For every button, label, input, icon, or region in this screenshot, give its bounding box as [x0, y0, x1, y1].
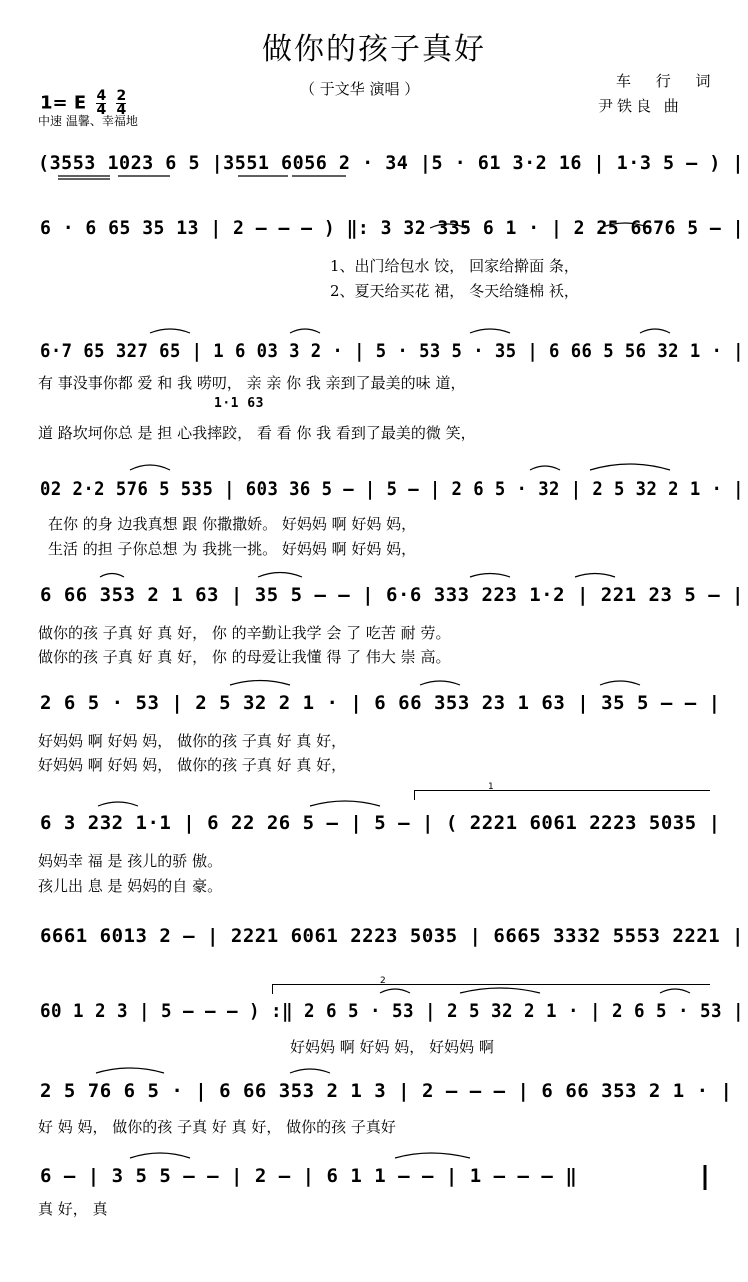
- lyric-row-9-verse-1: 好妈妈 啊 好妈 妈， 好妈妈 啊: [290, 1038, 494, 1056]
- volta-number-2: 2: [380, 976, 386, 986]
- notation-row-2: 6 · 6 65 35 13 | 2 – – – ) ‖: 3 32 335 6 1 · | 2 25 6676 5 – |: [40, 217, 744, 239]
- slur-mark: [310, 801, 380, 806]
- lyric-row-3-verse-2: 道 路坎坷你总 是 担 心我摔跤， 看 看 你 我 看到了最美的微 笑，: [38, 424, 476, 442]
- lyric-row-7-verse-2: 孩儿出 息 是 妈妈的自 豪。: [38, 877, 223, 895]
- tempo-marking: 中速 温馨、幸福地: [38, 114, 138, 128]
- alternate-notes-row-3: 1·1 63: [214, 396, 264, 411]
- slur-mark: [470, 574, 510, 578]
- lyric-row-5-verse-1: 做你的孩 子真 好 真 好， 你 的辛勤让我学 会 了 吃苦 耐 劳。: [38, 624, 451, 642]
- notation-row-11: 6 – | 3 5 5 – – | 2 – | 6 1 1 – – | 1 – – – ‖: [40, 1165, 578, 1187]
- lyric-row-3-verse-1: 有 事没事你都 爱 和 我 唠叨， 亲 亲 你 我 亲到了最美的味 道，: [38, 374, 466, 392]
- slur-mark: [130, 1153, 190, 1158]
- slur-mark: [380, 989, 410, 993]
- slur-mark: [290, 1069, 330, 1073]
- notation-row-5: 6 66 353 2 1 63 | 35 5 – – | 6·6 333 223 1·2 | 221 23 5 – |: [40, 584, 744, 606]
- time-signature-1: $\frac{4}{4}$: [96, 88, 107, 118]
- slur-mark: [460, 988, 540, 993]
- slur-mark: [96, 1068, 164, 1073]
- lyric-row-7-verse-1: 妈妈幸 福 是 孩儿的骄 傲。: [38, 852, 223, 870]
- notation-row-4: 02 2·2 576 5 535 | 603 36 5 – | 5 – | 2 6 5 · 32 | 2 5 32 2 1 · |: [40, 478, 744, 500]
- slur-mark: [100, 574, 124, 578]
- notation-row-3: 6·7 65 327 65 | 1 6 03 3 2 · | 5 · 53 5 · 35 | 6 66 5 56 32 1 · |: [40, 340, 744, 362]
- slur-mark: [420, 681, 460, 685]
- lyric-row-11-verse-1: 真 好， 真: [38, 1200, 108, 1218]
- composer-credit: 尹铁良 曲: [598, 97, 683, 115]
- volta-bracket-2: [272, 984, 710, 985]
- notation-row-7: 6 3 232 1·1 | 6 22 26 5 – | 5 – | ( 2221 6061 2223 5035 |: [40, 812, 721, 834]
- key-label: 1= E: [40, 92, 87, 114]
- slur-mark: [575, 574, 615, 578]
- lyric-row-6-verse-2: 好妈妈 啊 好妈 妈， 做你的孩 子真 好 真 好，: [38, 756, 347, 774]
- slur-mark: [98, 802, 138, 806]
- lyric-row-5-verse-2: 做你的孩 子真 好 真 好， 你 的母爱让我懂 得 了 伟大 崇 高。: [38, 648, 451, 666]
- volta-bracket-1: [414, 790, 710, 791]
- lyric-row-4-verse-2: 生活 的担 子你总想 为 我挑一挑。 好妈妈 啊 好妈 妈，: [48, 540, 417, 558]
- lyric-row-10-verse-1: 好 妈 妈， 做你的孩 子真 好 真 好， 做你的孩 子真好: [38, 1118, 396, 1136]
- slur-mark: [150, 329, 190, 333]
- notation-row-10: 2 5 76 6 5 · | 6 66 353 2 1 3 | 2 – – – | 6 66 353 2 1 · |: [40, 1080, 733, 1102]
- lyric-row-2-verse-2: 2、夏天给买花 裙， 冬天给缝棉 袄，: [330, 282, 579, 300]
- lyric-row-2-verse-1: 1、出门给包水 饺， 回家给擀面 条，: [330, 257, 579, 275]
- lyricist-credit: 车 行 词: [616, 72, 721, 90]
- notation-row-9: 60 1 2 3 | 5 – – – ) :‖ 2 6 5 · 53 | 2 5 32 2 1 · | 2 6 5 · 53 |: [40, 1000, 744, 1022]
- slur-mark: [258, 573, 302, 578]
- notation-row-6: 2 6 5 · 53 | 2 5 32 2 1 · | 6 66 353 23 1 63 | 35 5 – – |: [40, 692, 721, 714]
- slur-mark: [290, 329, 320, 333]
- slur-mark: [600, 681, 640, 685]
- volta-bracket-2-end: [272, 984, 273, 994]
- notation-row-1: (3553 1023 6 5 |3551 6056 2 · 34 |5 · 61 3·2 16 | 1·3 5 – ) |: [38, 152, 744, 174]
- time-signature-2: $\frac{2}{4}$: [116, 88, 127, 118]
- slur-mark: [395, 1153, 470, 1158]
- volta-bracket-1-end: [414, 790, 415, 800]
- lyric-row-6-verse-1: 好妈妈 啊 好妈 妈， 做你的孩 子真 好 真 好，: [38, 732, 347, 750]
- singer-credit: （ 于文华 演唱 ）: [300, 80, 420, 98]
- slur-mark: [640, 329, 670, 333]
- slur-mark: [530, 466, 560, 470]
- notation-row-8: 6661 6013 2 – | 2221 6061 2223 5035 | 6665 3332 5553 2221 |: [40, 925, 744, 947]
- lyric-row-4-verse-1: 在你 的身 边我真想 跟 你撒撒娇。 好妈妈 啊 好妈 妈，: [48, 515, 417, 533]
- slur-mark: [590, 464, 670, 470]
- slur-mark: [230, 681, 290, 686]
- slur-mark: [660, 989, 690, 993]
- slur-mark: [130, 465, 170, 470]
- volta-number-1: 1: [488, 782, 494, 792]
- song-title: 做你的孩子真好: [262, 32, 486, 67]
- slur-mark: [470, 329, 510, 333]
